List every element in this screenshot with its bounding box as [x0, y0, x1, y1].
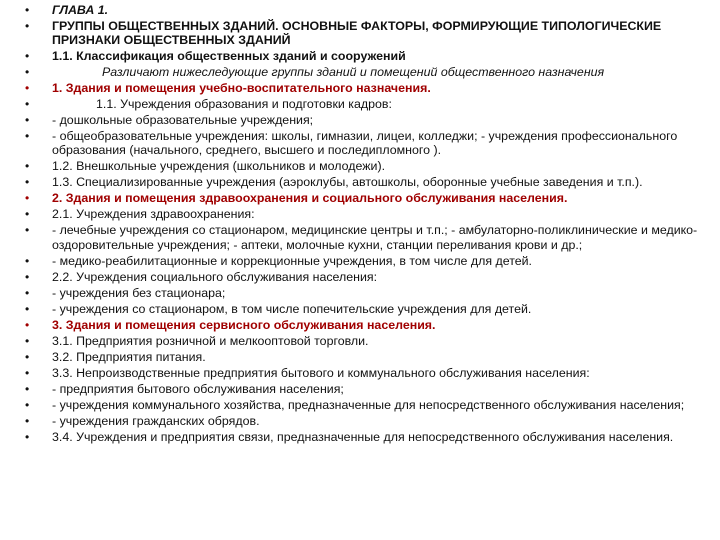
list-item — [0, 65, 720, 79]
list-item-text: 3.1. Предприятия розничной и мелкооптовой торговли. — [52, 333, 369, 348]
list-item — [0, 254, 720, 268]
list-item — [0, 286, 720, 300]
list-item-text: Различают нижеследующие группы зданий и помещений общественного назначения — [102, 65, 605, 80]
list-item — [0, 334, 720, 348]
list-item — [0, 49, 720, 63]
list-item-text: ГРУППЫ ОБЩЕСТВЕННЫХ ЗДАНИЙ. ОСНОВНЫЕ ФАКТОРЫ, ФОРМИРУЮЩИЕ ТИПОЛОГИЧЕСКИЕ ПРИЗНАКИ ОБЩЕСТВЕННЫХ ЗДАНИЙ — [52, 19, 662, 48]
list-item-text: - общеобразовательные учреждения: школы, гимназии, лицеи, колледжи; - учреждения профессионального образования (начального, среднего, высшего и последипломного ). — [52, 129, 678, 158]
bullet-icon: • — [25, 413, 30, 428]
list-item — [0, 81, 720, 95]
list-item — [0, 302, 720, 316]
list-item-text: - предприятия бытового обслуживания населения; — [52, 381, 344, 396]
list-item — [0, 3, 720, 17]
bullet-icon: • — [25, 397, 30, 412]
list-item — [0, 366, 720, 380]
bullet-icon: • — [25, 3, 30, 17]
bullet-icon: • — [25, 97, 30, 112]
list-item — [0, 191, 720, 205]
list-item-text: 3. Здания и помещения сервисного обслуживания населения. — [52, 317, 436, 332]
bullet-icon: • — [25, 381, 30, 396]
bullet-icon: • — [25, 159, 30, 174]
bullet-icon: • — [25, 317, 30, 332]
list-item-text: 1.1. Классификация общественных зданий и сооружений — [52, 49, 406, 64]
list-item-text: - учреждения без стационара; — [52, 285, 226, 300]
list-item-text: 1.2. Внешкольные учреждения (школьников и молодежи). — [52, 159, 386, 174]
list-item-text: 2.1. Учреждения здравоохранения: — [52, 207, 255, 222]
list-item-text: 2.2. Учреждения социального обслуживания населения: — [52, 269, 378, 284]
list-item-text: 1.3. Специализированные учреждения (аэроклубы, автошколы, оборонные учебные заведения и т.п.). — [52, 175, 643, 190]
list-item — [0, 350, 720, 364]
list-item — [0, 175, 720, 189]
list-item-text: 1.1. Учреждения образования и подготовки кадров: — [96, 97, 392, 112]
list-item — [0, 113, 720, 127]
bullet-icon: • — [25, 81, 30, 96]
bullet-icon: • — [25, 253, 30, 268]
list-item-text: - дошкольные образовательные учреждения; — [52, 113, 314, 128]
list-item — [0, 159, 720, 173]
list-item-text: 3.3. Непроизводственные предприятия бытового и коммунального обслуживания населения: — [52, 365, 590, 380]
bullet-icon: • — [25, 223, 30, 238]
bullet-icon: • — [25, 19, 30, 33]
bullet-icon: • — [25, 65, 30, 80]
list-item — [0, 97, 720, 111]
bullet-icon: • — [25, 129, 30, 144]
list-item — [0, 414, 720, 428]
bullet-icon: • — [25, 269, 30, 284]
list-item — [0, 318, 720, 332]
list-item-text: - лечебные учреждения со стационаром, медицинские центры и т.п.; - амбулаторно-поликлинические и медико-оздоровительные учреждения; - аптеки, молочные кухни, станции переливания крови и др.; — [52, 223, 698, 252]
bullet-icon: • — [25, 207, 30, 222]
bullet-icon: • — [25, 365, 30, 380]
list-item-text: ГЛАВА 1. — [52, 3, 109, 17]
list-item — [0, 223, 720, 251]
list-item — [0, 382, 720, 396]
bullet-icon: • — [25, 113, 30, 128]
list-item-text: - учреждения гражданских обрядов. — [52, 413, 260, 428]
bullet-icon: • — [25, 301, 30, 316]
bullet-icon: • — [25, 191, 30, 206]
list-item-text: 2. Здания и помещения здравоохранения и социального обслуживания населения. — [52, 191, 568, 206]
bullet-icon: • — [25, 429, 30, 444]
list-item — [0, 129, 720, 157]
list-item-text: 3.4. Учреждения и предприятия связи, предназначенные для непосредственного обслуживания населения. — [52, 429, 674, 444]
list-item-text: - медико-реабилитационные и коррекционные учреждения, в том числе для детей. — [52, 253, 533, 268]
list-item-text: 3.2. Предприятия питания. — [52, 349, 206, 364]
bullet-icon: • — [25, 285, 30, 300]
bullet-icon: • — [25, 333, 30, 348]
list-item — [0, 19, 720, 47]
bullet-icon: • — [25, 175, 30, 190]
bullet-icon: • — [25, 349, 30, 364]
list-item-text: - учреждения со стационаром, в том числе попечительские учреждения для детей. — [52, 301, 532, 316]
list-item — [0, 430, 720, 444]
list-item — [0, 398, 720, 412]
bullet-icon: • — [25, 49, 30, 64]
list-item — [0, 207, 720, 221]
list-item — [0, 270, 720, 284]
list-item-text: - учреждения коммунального хозяйства, предназначенные для непосредственного обслуживания населения; — [52, 397, 685, 412]
list-item-text: 1. Здания и помещения учебно-воспитательного назначения. — [52, 81, 431, 96]
